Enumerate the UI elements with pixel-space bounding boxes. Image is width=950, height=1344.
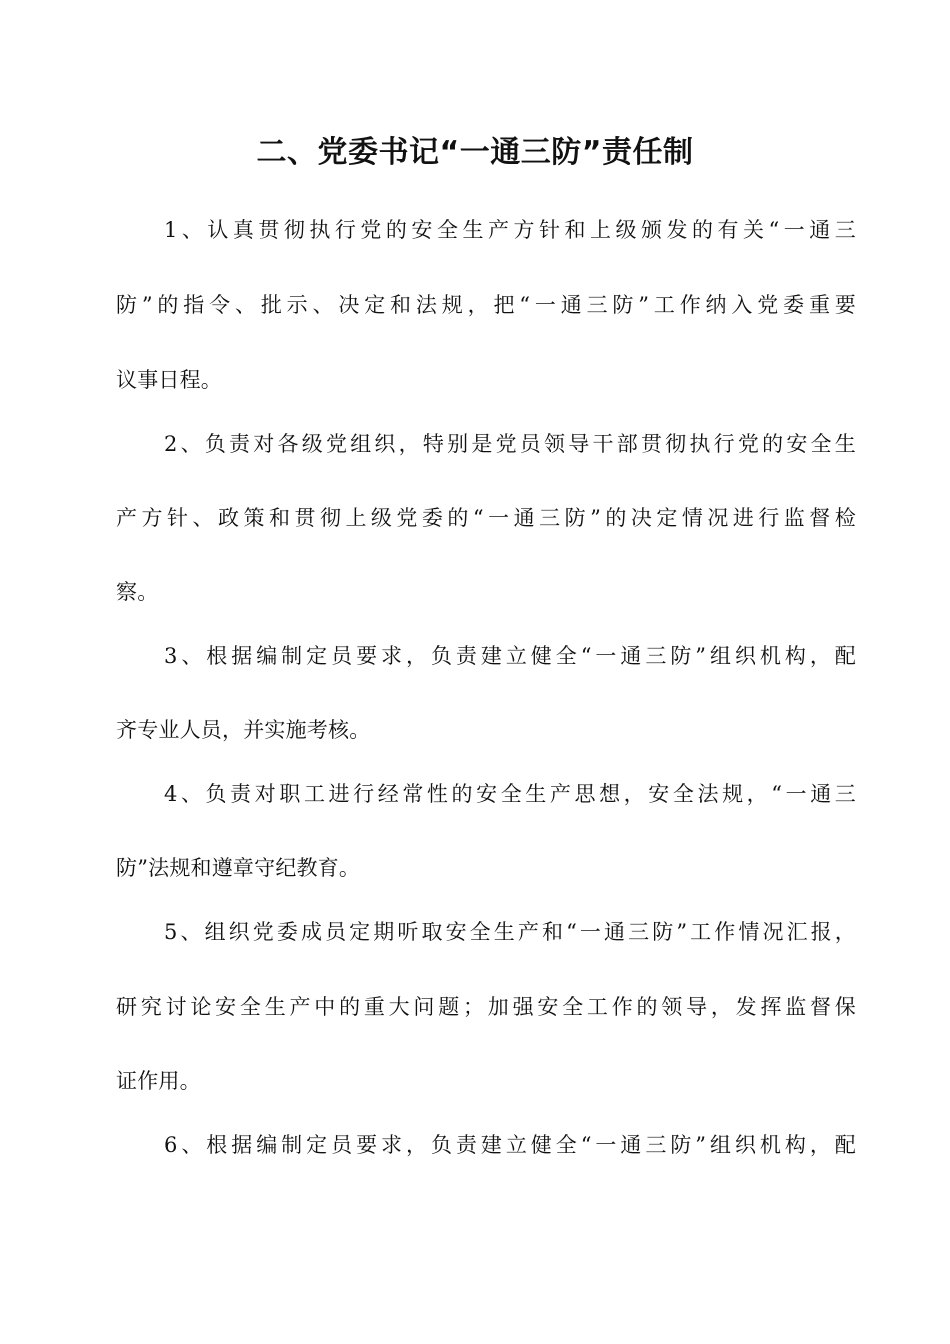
text-line: 产方针、政策和贯彻上级党委的“一通三防”的决定情况进行监督检 bbox=[116, 506, 856, 530]
text-line: 3、根据编制定员要求，负责建立健全“一通三防”组织机构，配 bbox=[164, 644, 856, 668]
text-line: 5、组织党委成员定期听取安全生产和“一通三防”工作情况汇报， bbox=[164, 920, 856, 944]
text-line: 4、负责对职工进行经常性的安全生产思想，安全法规，“一通三 bbox=[164, 782, 856, 806]
text-line: 防”的指令、批示、决定和法规，把“一通三防”工作纳入党委重要 bbox=[116, 293, 856, 317]
text-line: 研究讨论安全生产中的重大问题；加强安全工作的领导，发挥监督保 bbox=[116, 995, 856, 1019]
text-line: 1、认真贯彻执行党的安全生产方针和上级颁发的有关“一通三 bbox=[164, 218, 856, 242]
text-line: 证作用。 bbox=[116, 1069, 201, 1093]
text-line: 齐专业人员，并实施考核。 bbox=[116, 718, 371, 742]
text-line: 防”法规和遵章守纪教育。 bbox=[116, 856, 361, 880]
text-line: 议事日程。 bbox=[116, 368, 222, 392]
text-line: 6、根据编制定员要求，负责建立健全“一通三防”组织机构，配 bbox=[164, 1133, 856, 1157]
text-line: 2、负责对各级党组织，特别是党员领导干部贯彻执行党的安全生 bbox=[164, 432, 856, 456]
page-title: 二、党委书记“一通三防”责任制 bbox=[256, 135, 694, 170]
text-line: 察。 bbox=[116, 580, 159, 604]
